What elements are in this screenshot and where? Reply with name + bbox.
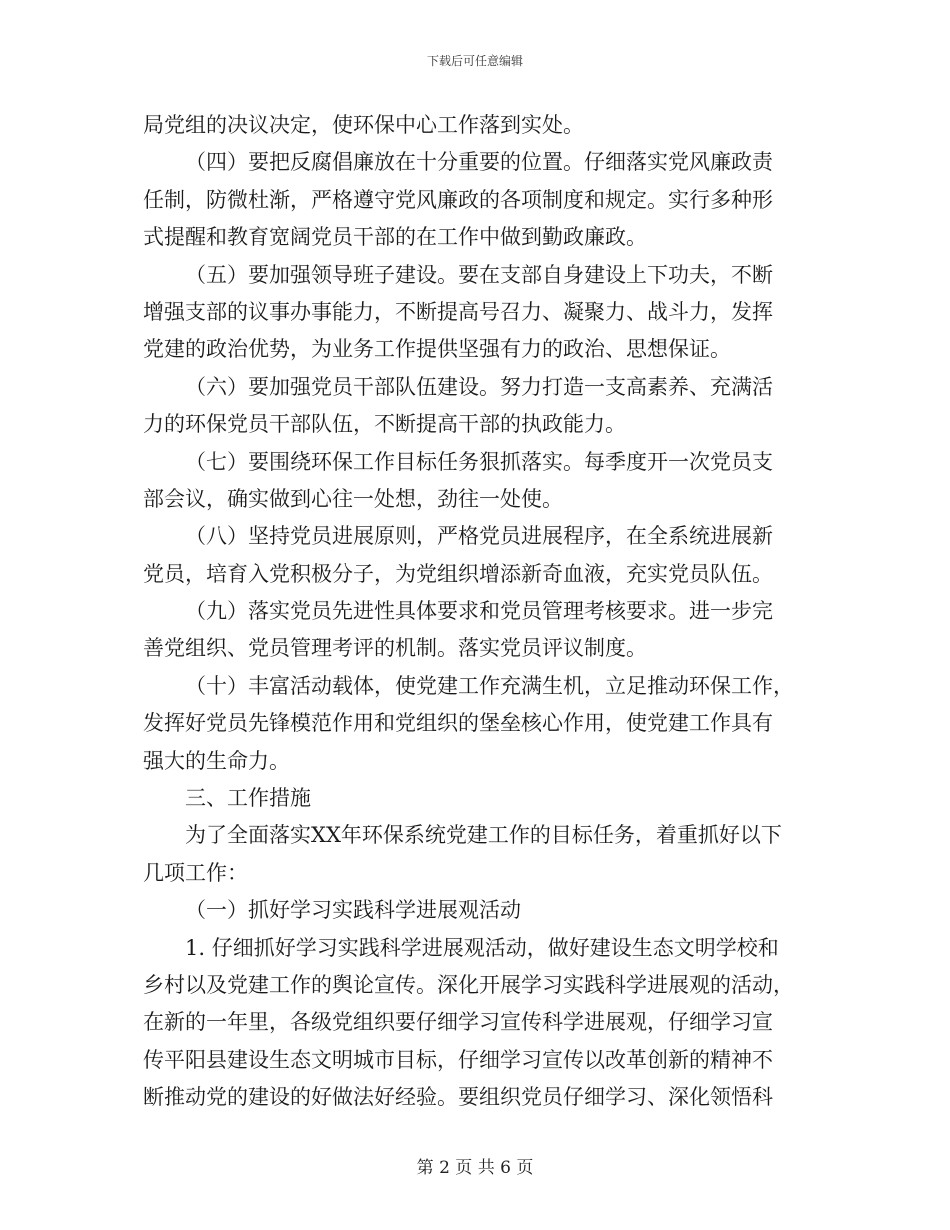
page-header: 下载后可任意编辑	[426, 54, 523, 68]
text-line: 增强支部的议事办事能力，不断提高号召力、凝聚力、战斗力，发挥	[143, 299, 773, 324]
text-line: 善党组织、党员管理考评的机制。落实党员评议制度。	[143, 636, 647, 661]
text-line: （四）要把反腐倡廉放在十分重要的位置。仔细落实党风廉政责	[185, 150, 773, 175]
text-line: （五）要加强领导班子建设。要在支部自身建设上下功夫，不断	[185, 262, 773, 287]
text-line: 党建的政治优势，为业务工作提供坚强有力的政治、思想保证。	[143, 337, 731, 362]
text-line: （十）丰富活动载体，使党建工作充满生机，立足推动环保工作，	[185, 673, 794, 698]
text-line: 式提醒和教育宽阔党员干部的在工作中做到勤政廉政。	[143, 225, 647, 250]
text-line: 为了全面落实XX年环保系统党建工作的目标任务，着重抓好以下	[185, 823, 782, 848]
page-number: 第 2 页 共 6 页	[416, 1158, 534, 1178]
text-line: 局党组的决议决定，使环保中心工作落到实处。	[143, 113, 584, 137]
text-line: 1. 仔细抓好学习实践科学进展观活动，做好建设生态文明学校和	[185, 935, 779, 960]
text-line: （七）要围绕环保工作目标任务狠抓落实。每季度开一次党员支	[185, 449, 773, 474]
text-line: 乡村以及党建工作的舆论宣传。深化开展学习实践科学进展观的活动，	[143, 972, 794, 997]
text-line: 部会议，确实做到心往一处想，劲往一处使。	[143, 486, 563, 511]
text-line: 断推动党的建设的好做法好经验。要组织党员仔细学习、深化领悟科	[143, 1085, 773, 1110]
text-line: （九）落实党员先进性具体要求和党员管理考核要求。进一步完	[185, 599, 773, 624]
text-line: 党员，培育入党积极分子，为党组织增添新奇血液，充实党员队伍。	[143, 561, 773, 586]
text-line: 力的环保党员干部队伍，不断提高干部的执政能力。	[143, 412, 626, 437]
section-heading: 三、工作措施	[185, 786, 311, 811]
subsection-heading: （一）抓好学习实践科学进展观活动	[185, 898, 521, 923]
text-line: 发挥好党员先锋模范作用和党组织的堡垒核心作用，使党建工作具有	[143, 711, 773, 736]
document-body	[143, 107, 807, 1117]
text-line: 传平阳县建设生态文明城市目标，仔细学习宣传以改革创新的精神不	[143, 1047, 773, 1072]
text-line: （六）要加强党员干部队伍建设。努力打造一支高素养、充满活	[185, 374, 773, 399]
text-line: 强大的生命力。	[143, 748, 290, 773]
text-line: 任制，防微杜渐，严格遵守党风廉政的各项制度和规定。实行多种形	[143, 187, 773, 212]
text-line: 在新的一年里，各级党组织要仔细学习宣传科学进展观，仔细学习宣	[143, 1010, 773, 1035]
text-line: 几项工作：	[143, 860, 248, 885]
text-line: （八）坚持党员进展原则，严格党员进展程序，在全系统进展新	[185, 524, 773, 549]
